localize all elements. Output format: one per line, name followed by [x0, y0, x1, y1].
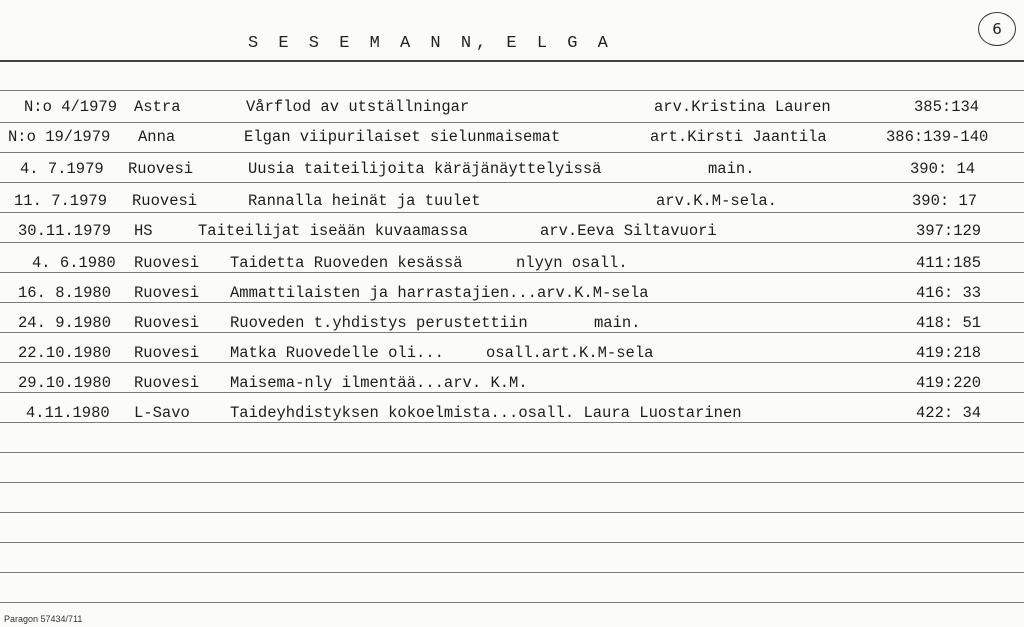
entry-ref: 397:129 [916, 222, 982, 240]
card-entry [0, 374, 1024, 402]
entry-author: arv.Kristina Lauren [654, 98, 831, 116]
card-entry [0, 344, 1024, 372]
entry-ref: 390: 14 [910, 160, 976, 178]
entry-source: Ruovesi [128, 160, 194, 178]
entry-ref: 385:134 [914, 98, 980, 116]
entry-author: arv.Eeva Siltavuori [540, 222, 717, 240]
ruled-line [0, 90, 1024, 91]
entry-title: Matka Ruovedelle oli... [230, 344, 444, 362]
entry-date: 24. 9.1980 [18, 314, 112, 332]
entry-title: Taideyhdistyksen kokoelmista...osall. Laura Luostarinen [230, 404, 742, 422]
entry-date: 11. 7.1979 [14, 192, 108, 210]
card-entry [0, 128, 1024, 156]
card-entry [0, 284, 1024, 312]
entry-title: Uusia taiteilijoita käräjänäyttelyissä [248, 160, 602, 178]
entry-source: Ruovesi [134, 314, 200, 332]
card-number-circle [978, 12, 1016, 46]
entry-author: main. [594, 314, 641, 332]
entry-source: Anna [138, 128, 176, 146]
entry-author: nlyyn osall. [516, 254, 628, 272]
form-code-footer: Paragon 57434/711 [4, 614, 83, 624]
entry-ref: 418: 51 [916, 314, 982, 332]
entry-ref: 416: 33 [916, 284, 982, 302]
entry-date: 16. 8.1980 [18, 284, 112, 302]
entry-source: Astra [134, 98, 181, 116]
entry-ref: 411:185 [916, 254, 982, 272]
ruled-line [0, 512, 1024, 513]
entry-title: Taiteilijat iseään kuvaamassa [198, 222, 468, 240]
card-number: 6 [992, 20, 1002, 38]
entry-date: 30.11.1979 [18, 222, 112, 240]
entry-source: L-Savo [134, 404, 190, 422]
entry-title: Vårflod av utställningar [246, 98, 470, 116]
ruled-line [0, 452, 1024, 453]
entry-source: Ruovesi [134, 284, 200, 302]
entry-title: Rannalla heinät ja tuulet [248, 192, 481, 210]
entry-source: Ruovesi [134, 254, 200, 272]
entry-date: 4.11.1980 [26, 404, 110, 422]
entry-title: Elgan viipurilaiset sielunmaisemat [244, 128, 561, 146]
card-entry [0, 192, 1024, 220]
entry-date: N:o 19/1979 [8, 128, 111, 146]
entry-title: Ruoveden t.yhdistys perustettiin [230, 314, 528, 332]
entry-date: 29.10.1980 [18, 374, 112, 392]
card-entry [0, 222, 1024, 250]
entry-title: Maisema-nly ilmentää...arv. K.M. [230, 374, 528, 392]
entry-date: N:o 4/1979 [24, 98, 118, 116]
entry-source: Ruovesi [132, 192, 198, 210]
card-entry [0, 160, 1024, 188]
entry-source: Ruovesi [134, 344, 200, 362]
card-heading-name: S E S E M A N N, E L G A [248, 34, 613, 53]
entry-author: main. [708, 160, 755, 178]
card-entry [0, 404, 1024, 432]
entry-source: Ruovesi [134, 374, 200, 392]
entry-date: 4. 6.1980 [32, 254, 116, 272]
ruled-line [0, 602, 1024, 603]
entry-ref: 422: 34 [916, 404, 982, 422]
header-rule [0, 60, 1024, 62]
entry-date: 4. 7.1979 [20, 160, 104, 178]
entry-title: Ammattilaisten ja harrastajien...arv.K.M-sela [230, 284, 649, 302]
ruled-line [0, 572, 1024, 573]
entry-ref: 390: 17 [912, 192, 978, 210]
card-entry [0, 254, 1024, 282]
entry-ref: 419:220 [916, 374, 982, 392]
entry-ref: 419:218 [916, 344, 982, 362]
card-entry [0, 98, 1024, 126]
entry-ref: 386:139-140 [886, 128, 989, 146]
ruled-line [0, 482, 1024, 483]
ruled-line [0, 542, 1024, 543]
entry-author: art.Kirsti Jaantila [650, 128, 827, 146]
card-entry [0, 314, 1024, 342]
entry-author: osall.art.K.M-sela [486, 344, 654, 362]
entry-date: 22.10.1980 [18, 344, 112, 362]
entry-author: arv.K.M-sela. [656, 192, 777, 210]
entry-title: Taidetta Ruoveden kesässä [230, 254, 463, 272]
entry-source: HS [134, 222, 153, 240]
